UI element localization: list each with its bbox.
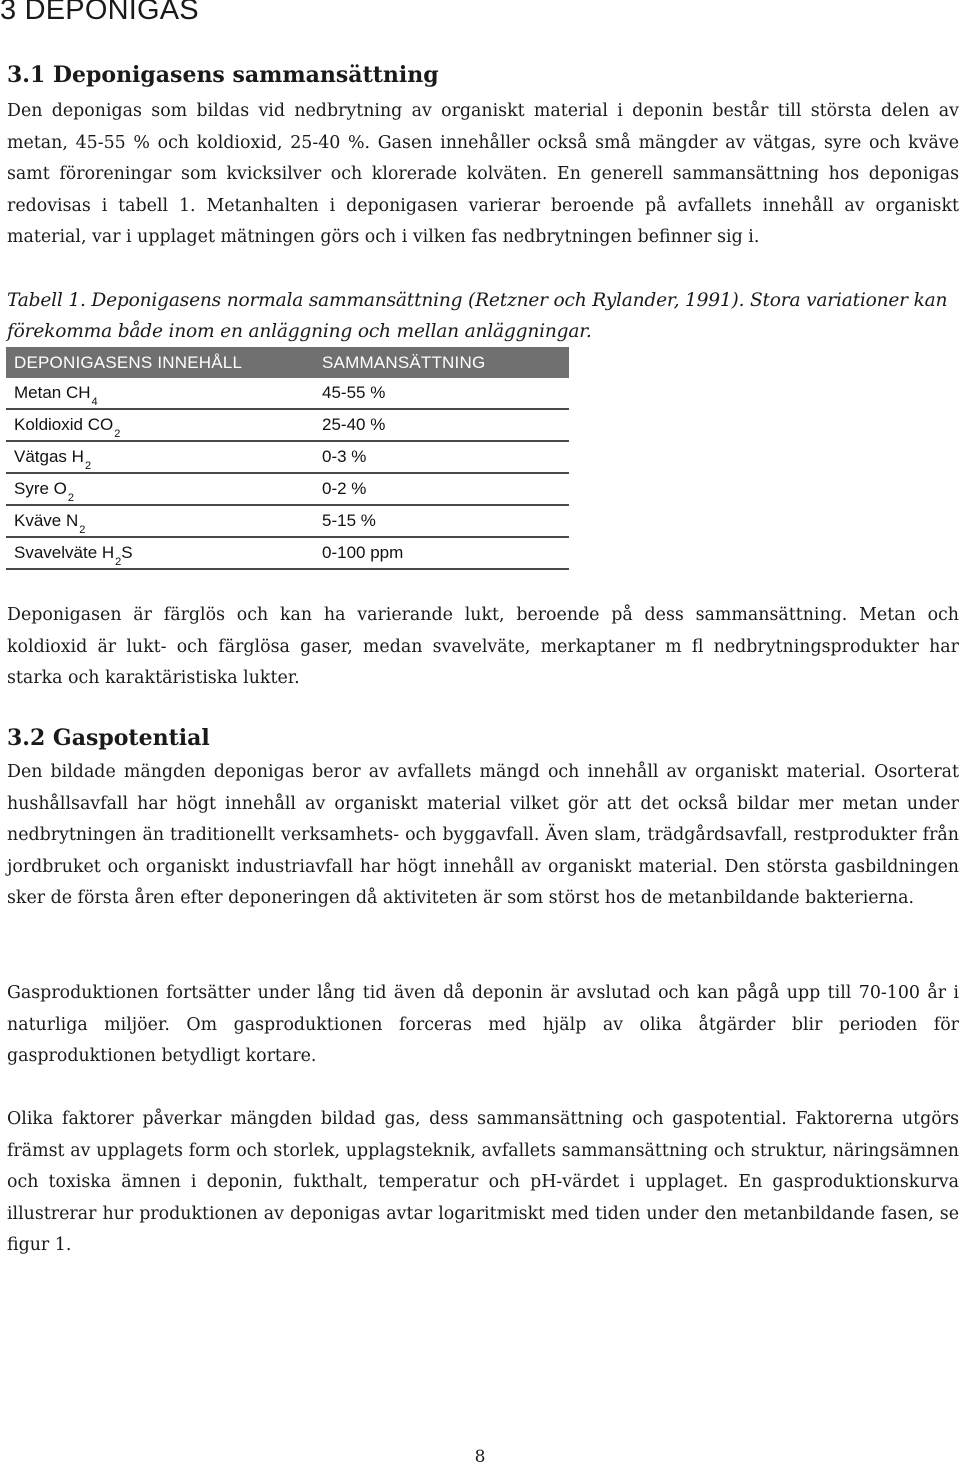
gas-subscript: 2 xyxy=(114,428,121,440)
gas-name: Metan CH xyxy=(14,383,91,402)
section-3-2-paragraph-3: Olika faktorer påverkar mängden bildad gas, dess sammansättning och gaspotential. Faktorerna utgörs främst av upplagets form och storlek, upplagsteknik, avfallets sammansättning och struktur, näringsämnen och toxiska ämnen i deponin, fukthalt, temperatur och pH-värdet i upplaget. En gasproduktionskurva illustrerar hur produktionen av deponigas avtar logaritmiskt med tiden under den metanbildande fasen, se figur 1. xyxy=(7,1109,959,1256)
gas-subscript: 2 xyxy=(79,524,86,536)
chapter-title: 3 DEPONIGAS xyxy=(0,0,199,26)
gas-subscript: 2 xyxy=(115,556,122,568)
gas-name: Vätgas H xyxy=(14,447,84,466)
section-title-3-2: 3.2 Gaspotential xyxy=(7,725,210,751)
section-3-2-paragraph-2: Gasproduktionen fortsätter under lång tid även då deponin är avslutad och kan pågå upp till 70-100 år i naturliga miljöer. Om gasproduktionen forceras med hjälp av olika åtgärder blir perioden för gasproduktionen betydligt kortare. xyxy=(7,983,959,1067)
gas-value: 0-2 % xyxy=(314,473,569,505)
gas-name-cell xyxy=(6,409,314,441)
gas-name: Kväve N xyxy=(14,511,79,530)
gas-value: 0-3 % xyxy=(314,441,569,473)
section-3-2-paragraph-1: Den bildade mängden deponigas beror av avfallets mängd och innehåll av organiskt material. Osorterat hushållsavfall har högt innehåll av organiskt material vilket gör att det också bildar mer metan under nedbrytningen än traditionellt verksamhets- och byggavfall. Även slam, trädgårdsavfall, restprodukter från jordbruket och organiskt industriavfall har högt innehåll av organiskt material. Den största gasbildningen sker de första åren efter deponeringen då aktiviteten är som störst hos de metanbildande bakterierna. xyxy=(7,762,959,909)
table-row xyxy=(6,473,569,505)
table-header-content: DEPONIGASENS INNEHÅLL xyxy=(6,347,314,378)
table-header-row xyxy=(6,347,569,378)
paragraph-after-table: Deponigasen är färglös och kan ha varierande lukt, beroende på dess sammansättning. Metan och koldioxid är lukt- och färglösa gaser, medan svavelväte, merkaptaner m fl nedbrytningsprodukter har starka och karaktäristiska lukter. xyxy=(7,605,959,689)
gas-subscript: 4 xyxy=(91,396,98,408)
table-row xyxy=(6,409,569,441)
gas-name: Svavelväte H xyxy=(14,543,115,562)
section-3-1-paragraph: Den deponigas som bildas vid nedbrytning av organiskt material i deponin består till största delen av metan, 45-55 % och koldioxid, 25-40 %. Gasen innehåller också små mängder av vätgas, syre och kväve samt föroreningar som kvicksilver och klorerade kolväten. En generell sammansättning hos deponigas redovisas i tabell 1. Metanhalten i deponigasen varierar beroende på avfallets innehåll av organiskt material, var i upplaget mätningen görs och i vilken fas nedbrytningen befinner sig i. xyxy=(7,101,959,248)
table-caption: Tabell 1. Deponigasens normala sammansättning (Retzner och Rylander, 1991). Stora variationer kan förekomma både inom en anläggning och mellan anläggningar. xyxy=(7,290,948,342)
section-title-3-1: 3.1 Deponigasens sammansättning xyxy=(7,62,439,88)
gas-value: 5-15 % xyxy=(314,505,569,537)
gas-name: Syre O xyxy=(14,479,67,498)
table-row xyxy=(6,537,569,569)
gas-subscript: 2 xyxy=(67,492,75,504)
gas-name-tail: S xyxy=(121,543,133,562)
gas-name-cell xyxy=(6,441,314,473)
table-row xyxy=(6,378,569,409)
gas-value: 45-55 % xyxy=(314,378,569,409)
composition-table xyxy=(6,347,569,570)
gas-subscript: 2 xyxy=(84,460,92,472)
gas-name-cell xyxy=(6,537,314,569)
table-row xyxy=(6,505,569,537)
gas-name-cell xyxy=(6,378,314,409)
gas-value: 0-100 ppm xyxy=(314,537,569,569)
gas-name-cell xyxy=(6,473,314,505)
page-number: 8 xyxy=(474,1447,486,1467)
gas-value: 25-40 % xyxy=(314,409,569,441)
gas-name: Koldioxid CO xyxy=(14,415,114,434)
gas-name-cell xyxy=(6,505,314,537)
table-row xyxy=(6,441,569,473)
table-header-composition: SAMMANSÄTTNING xyxy=(314,347,569,378)
